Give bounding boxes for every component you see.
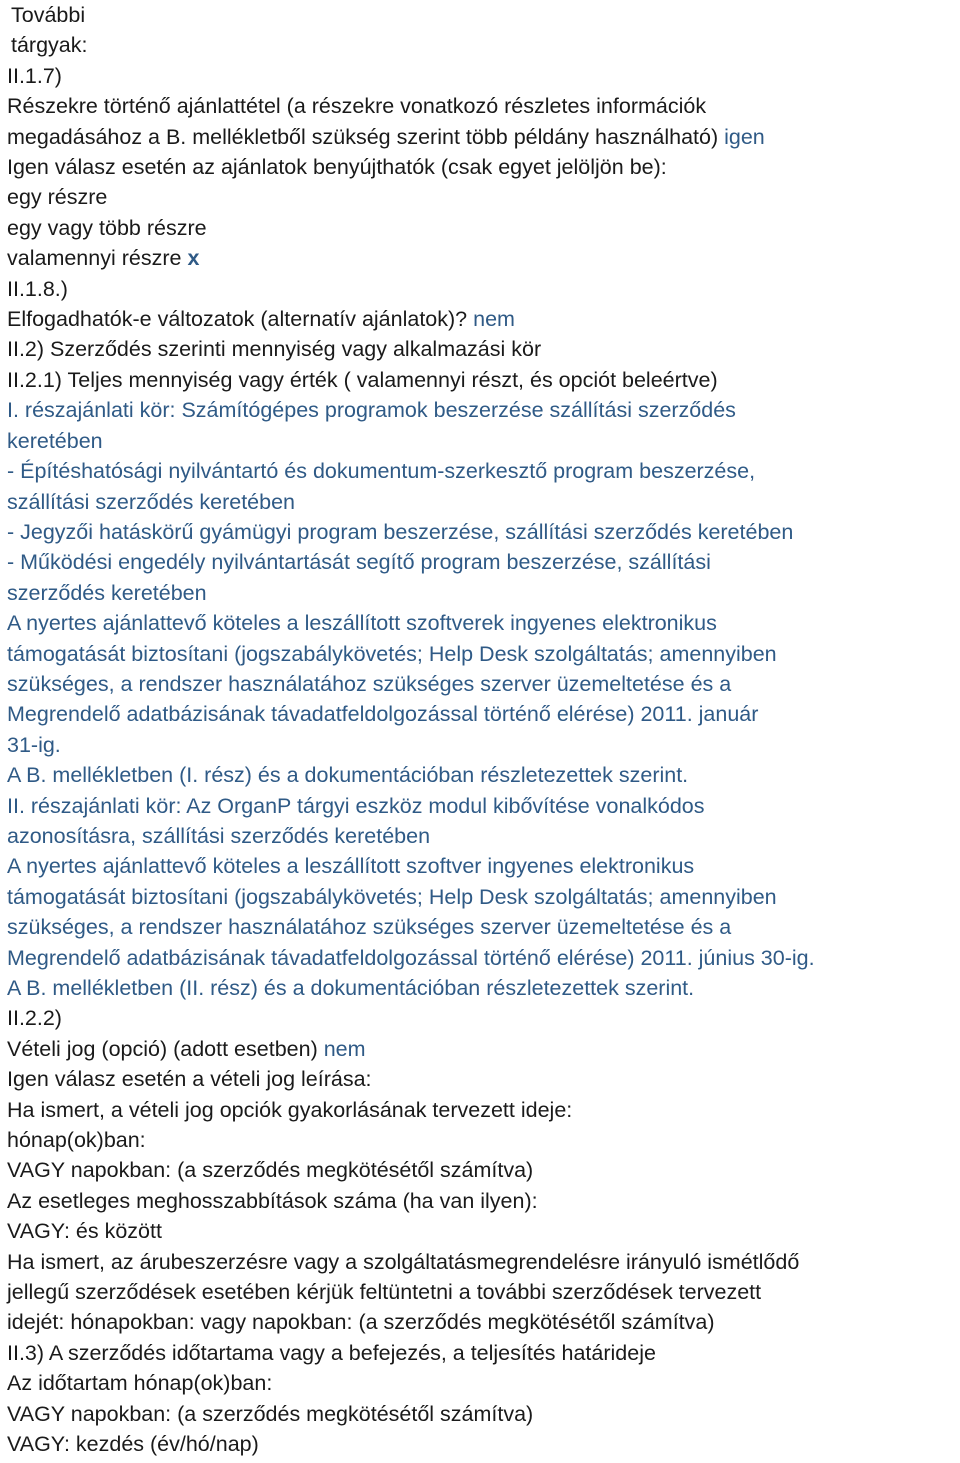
line-text: szükséges, a rendszer használatához szükséges szerver üzemeltetése és a [7, 671, 732, 696]
line-text: szükséges, a rendszer használatához szükséges szerver üzemeltetése és a [7, 915, 732, 940]
line-text: egy vagy több részre [7, 215, 207, 240]
text-line [7, 1095, 960, 1125]
answer-value: igen [724, 124, 765, 149]
lot-description-line [7, 608, 960, 638]
line-text: Ha ismert, az árubeszerzésre vagy a szolgáltatásmegrendelésre irányuló ismétlődő [7, 1249, 800, 1274]
line-text: Az esetleges meghosszabbítások száma (ha van ilyen): [7, 1188, 538, 1213]
lot-description-line [7, 851, 960, 881]
line-text: támogatását biztosítani (jogszabálykövetés; Help Desk szolgáltatás; amennyiben [7, 884, 777, 909]
lot-description-line [7, 760, 960, 790]
line-text: A B. mellékletben (I. rész) és a dokumentációban részletezettek szerint. [7, 763, 689, 788]
option-line [7, 213, 960, 243]
line-text: II. részajánlati kör: Az OrganP tárgyi eszköz modul kibővítése vonalkódos [7, 793, 705, 818]
line-text: tárgyak: [11, 33, 88, 58]
lot-description-line [7, 791, 960, 821]
text-line [7, 1186, 960, 1216]
text-line [7, 1277, 960, 1307]
lot-description-line [7, 699, 960, 729]
lot-description-line [7, 639, 960, 669]
line-text: VAGY: és között [7, 1219, 162, 1244]
line-text: II.2) Szerződés szerinti mennyiség vagy alkalmazási kör [7, 337, 542, 362]
line-text: támogatását biztosítani (jogszabálykövetés; Help Desk szolgáltatás; amennyiben [7, 641, 777, 666]
line-text: Megrendelő adatbázisának távadatfeldolgozással történő elérése) 2011. június 30-ig. [7, 945, 815, 970]
text-line [7, 152, 960, 182]
line-text: II.1.7) [7, 63, 62, 88]
text-line [7, 30, 960, 60]
text-line [7, 304, 960, 334]
line-text: 31-ig. [7, 732, 61, 757]
lot-description-line [7, 487, 960, 517]
option-line [7, 182, 960, 212]
text-line [7, 122, 960, 152]
text-line [7, 1034, 960, 1064]
line-text: Elfogadhatók-e változatok (alternatív ajánlatok)? [7, 307, 468, 332]
line-text: - Építéshatósági nyilvántartó és dokumentum-szerkesztő program beszerzése, [7, 459, 756, 484]
text-line [7, 1247, 960, 1277]
text-line [7, 1429, 960, 1459]
section-heading [7, 365, 960, 395]
line-text: - Jegyzői hatáskörű gyámügyi program beszerzése, szállítási szerződés keretében [7, 519, 794, 544]
line-text: megadásához a B. mellékletből szükség szerint több példány használható) [7, 124, 719, 149]
checked-mark: x [187, 246, 200, 271]
lot-description-line [7, 426, 960, 456]
lot-description-line [7, 517, 960, 547]
line-text: II.2.2) [7, 1006, 62, 1031]
line-text: szállítási szerződés keretében [7, 489, 296, 514]
lot-description-line [7, 821, 960, 851]
option-line [7, 243, 960, 273]
line-text: keretében [7, 428, 103, 453]
text-line [7, 1064, 960, 1094]
line-text: A B. mellékletben (II. rész) és a dokumentációban részletezettek szerint. [7, 976, 695, 1000]
lot-description-line [7, 943, 960, 973]
line-text: A nyertes ajánlattevő köteles a leszállított szoftverek ingyenes elektronikus [7, 611, 717, 636]
line-text: VAGY: kezdés (év/hó/nap) [7, 1432, 259, 1457]
text-line [7, 1155, 960, 1185]
section-heading [7, 334, 960, 364]
line-text: szerződés keretében [7, 580, 207, 605]
line-text: VAGY napokban: (a szerződés megkötésétől számítva) [7, 1401, 534, 1426]
lot-description-line [7, 973, 960, 1003]
line-text: További [11, 3, 86, 27]
line-text: - Működési engedély nyilvántartását segítő program beszerzése, szállítási [7, 550, 711, 575]
section-number [7, 1003, 960, 1033]
line-text: valamennyi részre [7, 246, 182, 271]
section-number [7, 274, 960, 304]
line-text: idejét: hónapokban: vagy napokban: (a szerződés megkötésétől számítva) [7, 1310, 715, 1335]
lot-description-line [7, 547, 960, 577]
line-text: II.3) A szerződés időtartama vagy a befejezés, a teljesítés határideje [7, 1340, 656, 1365]
line-text: Részekre történő ajánlattétel (a részekre vonatkozó részletes információk [7, 94, 707, 119]
text-line [7, 1125, 960, 1155]
lot-description-line [7, 882, 960, 912]
lot-description-line [7, 669, 960, 699]
line-text: VAGY napokban: (a szerződés megkötésétől számítva) [7, 1158, 534, 1183]
answer-value: nem [323, 1036, 366, 1061]
line-text: Az időtartam hónap(ok)ban: [7, 1371, 273, 1396]
lot-description-line [7, 730, 960, 760]
section-number [7, 61, 960, 91]
answer-value: nem [473, 307, 515, 332]
line-text: Igen válasz esetén a vételi jog leírása: [7, 1067, 372, 1092]
text-line [7, 1399, 960, 1429]
lot-description-line [7, 456, 960, 486]
line-text: I. részajánlati kör: Számítógépes programok beszerzése szállítási szerződés [7, 398, 736, 423]
line-text: II.1.8.) [7, 276, 68, 301]
lot-description-line [7, 578, 960, 608]
line-text: Megrendelő adatbázisának távadatfeldolgozással történő elérése) 2011. január [7, 702, 759, 727]
text-line [7, 1307, 960, 1337]
line-text: Igen válasz esetén az ajánlatok benyújthatók (csak egyet jelöljön be): [7, 155, 667, 180]
line-text: jellegű szerződések esetében kérjük feltüntetni a további szerződések tervezett [7, 1280, 762, 1305]
lot-description-line [7, 912, 960, 942]
line-text: hónap(ok)ban: [7, 1128, 146, 1153]
text-line [7, 0, 960, 30]
line-text: egy részre [7, 185, 108, 210]
lot-description-line [7, 395, 960, 425]
text-line [7, 91, 960, 121]
text-line [7, 1216, 960, 1246]
line-text: Vételi jog (opció) (adott esetben) [7, 1036, 318, 1061]
text-line [7, 1368, 960, 1398]
line-text: azonosításra, szállítási szerződés keretében [7, 823, 431, 848]
line-text: Ha ismert, a vételi jog opciók gyakorlásának tervezett ideje: [7, 1097, 573, 1122]
line-text: A nyertes ajánlattevő köteles a leszállított szoftver ingyenes elektronikus [7, 854, 695, 879]
section-heading [7, 1338, 960, 1368]
line-text: II.2.1) Teljes mennyiség vagy érték ( valamennyi részt, és opciót beleértve) [7, 367, 718, 392]
